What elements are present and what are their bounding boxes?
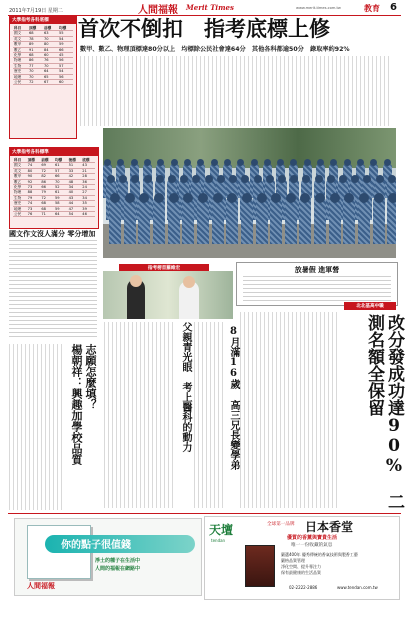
table-cell: 77 <box>28 63 43 68</box>
table-cell: 化學 <box>13 53 28 58</box>
table-cell: 36 <box>81 179 95 184</box>
soldier-head <box>184 159 191 166</box>
ad-right-brand: 天壇 <box>209 523 234 537</box>
soldier-figure <box>314 198 326 244</box>
table-cell: 24 <box>81 185 95 190</box>
table-cell: 28 <box>81 174 95 179</box>
table-cell: 後標 <box>68 158 82 163</box>
mid-left-headline: 父親青光眼 考上醫科的動力 <box>180 322 191 452</box>
table-cell: 72 <box>28 80 43 85</box>
table-cell: 57 <box>58 63 73 68</box>
table-cell: 52 <box>54 185 68 190</box>
soldier-figure <box>270 198 282 244</box>
student-right-face <box>183 276 195 288</box>
table-row <box>13 212 95 217</box>
table-cell: 47 <box>68 206 82 211</box>
soldier-figure <box>241 198 253 244</box>
table-cell: 英文 <box>13 168 27 173</box>
table-cell: 70 <box>54 179 68 184</box>
table-cell: 56 <box>58 74 73 79</box>
page-number: 6 <box>390 2 397 13</box>
table-cell: 40 <box>68 190 82 195</box>
soldier-figure <box>168 198 180 244</box>
table-cell: 80 <box>43 42 58 47</box>
soldier-head <box>374 193 384 203</box>
soldier-head <box>213 193 223 203</box>
table-cell: 化學 <box>13 185 27 190</box>
soldier-figure <box>124 198 136 244</box>
soldier-head <box>254 175 262 183</box>
photo2-label: 指考榜首羅維宏 <box>119 264 209 272</box>
left-bottom-body <box>9 344 65 510</box>
table-cell: 76 <box>43 58 58 63</box>
table-cell: 數甲 <box>13 174 27 179</box>
soldier-head <box>359 193 369 203</box>
table1-box <box>9 15 77 139</box>
table-cell: 54 <box>58 69 73 74</box>
soldier-head <box>131 159 138 166</box>
table-cell: 數乙 <box>13 47 28 52</box>
soldier-head <box>330 193 340 203</box>
soldier-figure <box>373 198 385 244</box>
soldier-head <box>251 159 258 166</box>
photo-soldiers <box>103 156 396 246</box>
right-story-headline: 改分發成功達90% 二測名額全保留 <box>364 314 404 510</box>
table-cell: 33 <box>68 168 82 173</box>
soldier-figure <box>343 198 355 244</box>
soldier-figure <box>226 198 238 244</box>
ad-right-product <box>245 545 275 587</box>
soldier-figure <box>256 198 268 244</box>
soldier-head <box>171 159 178 166</box>
table2 <box>13 158 95 217</box>
soldier-head <box>242 193 252 203</box>
table-cell: 物理 <box>13 58 28 63</box>
table-cell: 國文 <box>13 31 28 36</box>
student-photo <box>103 271 233 319</box>
ads-rule <box>8 513 401 514</box>
student-left-face <box>130 275 142 287</box>
table-cell: 68 <box>28 31 43 36</box>
table-cell: 43 <box>68 195 82 200</box>
table-cell: 72 <box>40 168 54 173</box>
table-cell: 70 <box>28 74 43 79</box>
table-cell: 70 <box>43 36 58 41</box>
ad-right-bullet-2: 嚴格品質管理 <box>281 558 305 563</box>
table-cell: 數乙 <box>13 179 27 184</box>
table-cell: 66 <box>40 185 54 190</box>
table-cell: 科目 <box>13 158 27 163</box>
site-url: www.merit-times.com.tw <box>296 6 341 10</box>
table-row <box>13 80 73 85</box>
left-story-body <box>9 240 97 340</box>
soldier-head <box>144 159 151 166</box>
table-cell: 89 <box>28 42 43 47</box>
table-cell: 66 <box>54 174 68 179</box>
mid-right-headline: 8月滿16歲 高三兄長變學弟 <box>228 326 239 470</box>
ad-left-line2: 人間的福報在網路中 <box>95 566 141 572</box>
table-cell: 42 <box>68 174 82 179</box>
ad-right-bullet-1: 嚴選400年 優秀傳統的香氣技術與製香工藝 <box>281 552 358 557</box>
table-cell: 44 <box>68 201 82 206</box>
soldier-head <box>154 193 164 203</box>
table-cell: 73 <box>27 206 41 211</box>
table-cell: 91 <box>28 47 43 52</box>
table-cell: 數甲 <box>13 42 28 47</box>
table-cell: 前標 <box>40 158 54 163</box>
table-cell: 86 <box>40 179 54 184</box>
table1-title: 大學指考各科底標 <box>10 16 76 24</box>
table-cell: 74 <box>27 163 41 168</box>
table-cell: 92 <box>27 179 41 184</box>
table-cell: 59 <box>54 206 68 211</box>
soldier-head <box>388 193 396 203</box>
ad-right <box>204 516 400 600</box>
ad-left-line1: 淨土的種子在生活中 <box>95 558 141 564</box>
table-cell: 88 <box>27 190 41 195</box>
table-cell: 86 <box>28 58 43 63</box>
ad-right-bullet-3: 淨化空間、提升專注力 <box>281 564 321 569</box>
table-cell: 公民 <box>13 80 28 85</box>
soldier-figure <box>212 198 224 244</box>
issue-date: 2011年7月19日 星期二 <box>9 8 63 14</box>
table-cell: 69 <box>40 163 54 168</box>
table-cell: 59 <box>58 42 73 47</box>
table-cell: 底標 <box>81 158 95 163</box>
sub-headline: 數甲、數乙、物理頂標達80分以上 均標除公民社會達64分 其他各科都逾50分 錄取率約92% <box>80 46 350 53</box>
ad-left-brand: 人間福報 <box>27 581 55 590</box>
masthead-en: Merit Times <box>186 3 234 12</box>
ad-right-name: 日本香堂 <box>305 520 354 534</box>
table-cell: 均標 <box>58 26 73 31</box>
table-cell: 60 <box>58 80 73 85</box>
soldier-figure <box>182 198 194 244</box>
table-cell: 82 <box>40 174 54 179</box>
table-cell: 35 <box>81 201 95 206</box>
table-cell: 物理 <box>13 190 27 195</box>
table-cell: 67 <box>43 80 58 85</box>
table-cell: 76 <box>27 212 41 217</box>
ad-right-line2: 唯一一份收藏的氣息 <box>291 543 333 548</box>
ad-right-phone: 02-2222-2886 <box>289 585 318 590</box>
table-cell: 56 <box>58 58 73 63</box>
soldier-figure <box>329 198 341 244</box>
ad-right-line1: 優質的香薰與寶貴生活 <box>287 535 338 541</box>
soldier-figure <box>299 198 311 244</box>
soldier-figure <box>285 198 297 244</box>
table-cell: 頂標 <box>28 26 43 31</box>
soldier-head <box>205 175 213 183</box>
table-cell: 頂標 <box>27 158 41 163</box>
soldier-head <box>257 193 267 203</box>
soldier-head <box>304 159 311 166</box>
table-cell: 英文 <box>13 36 28 41</box>
photo-caption-box <box>236 262 398 306</box>
table2-box <box>9 147 99 229</box>
soldier-head <box>104 159 111 166</box>
table-cell: 78 <box>28 36 43 41</box>
table-cell: 55 <box>58 31 73 36</box>
table-cell: 90 <box>27 174 41 179</box>
table-cell: 80 <box>27 168 41 173</box>
table-cell: 生物 <box>13 195 27 200</box>
ad-left <box>14 518 202 596</box>
table1 <box>13 26 73 85</box>
table2-title: 大學指考各科標準 <box>10 148 98 156</box>
mid-left-body <box>104 322 174 508</box>
table-cell: 科目 <box>13 26 28 31</box>
table-cell: 63 <box>43 31 58 36</box>
section-label: 教育 <box>364 4 380 13</box>
table-cell: 51 <box>68 163 82 168</box>
soldier-head <box>278 175 286 183</box>
ad-right-brand-en: tendan <box>211 538 226 543</box>
table-cell: 65 <box>43 74 58 79</box>
table-cell: 54 <box>58 36 73 41</box>
table-cell: 前標 <box>43 26 58 31</box>
table-cell: 64 <box>43 69 58 74</box>
soldier-head <box>211 159 218 166</box>
table-cell: 72 <box>40 195 54 200</box>
soldier-head <box>156 175 164 183</box>
soldier-head <box>384 159 391 166</box>
soldier-head <box>224 159 231 166</box>
soldier-head <box>357 159 364 166</box>
table-cell: 58 <box>54 201 68 206</box>
soldier-head <box>388 175 396 183</box>
soldier-head <box>110 193 120 203</box>
table-cell: 34 <box>68 185 82 190</box>
vertical-headline-2: 楊朝祥：興趣加學校品質 <box>70 344 83 465</box>
masthead-logo <box>138 2 182 14</box>
photo-caption-body <box>243 276 391 302</box>
table-cell: 68 <box>28 53 43 58</box>
right-story-label: 北北基高中職 <box>344 302 396 310</box>
table-cell: 43 <box>81 163 95 168</box>
masthead-text: 人間福報 <box>138 4 178 16</box>
photo-caption-title: 放暑假 進軍營 <box>294 266 340 274</box>
table-cell: 生物 <box>13 63 28 68</box>
table-cell: 70 <box>43 63 58 68</box>
table-cell: 74 <box>27 201 41 206</box>
table-cell: 57 <box>54 168 68 173</box>
table-cell: 27 <box>81 190 95 195</box>
soldier-head <box>327 175 335 183</box>
soldier-head <box>144 175 152 183</box>
table-cell: 71 <box>40 212 54 217</box>
soldier-head <box>169 193 179 203</box>
soldier-head <box>315 175 323 183</box>
mid-right-body-2 <box>240 312 340 508</box>
soldier-head <box>376 175 384 183</box>
table-cell: 45 <box>58 53 73 58</box>
soldier-head <box>198 193 208 203</box>
ad-left-title: 你的點子很值錢 <box>61 540 131 551</box>
main-headline: 首次不倒扣 指考底標上修 <box>78 16 330 41</box>
table-cell: 59 <box>54 195 68 200</box>
table-cell: 64 <box>54 212 68 217</box>
mid-right-body <box>194 322 224 508</box>
table-cell: 68 <box>40 206 54 211</box>
soldier-head <box>125 193 135 203</box>
main-photo <box>103 128 396 258</box>
table-cell: 70 <box>28 69 43 74</box>
soldier-head <box>344 159 351 166</box>
table-cell: 61 <box>54 163 68 168</box>
soldier-head <box>168 175 176 183</box>
table-cell: 地理 <box>13 206 27 211</box>
soldier-figure <box>197 198 209 244</box>
table-cell: 39 <box>81 206 95 211</box>
table-cell: 54 <box>68 212 82 217</box>
table-cell: 79 <box>27 195 41 200</box>
soldier-head <box>339 175 347 183</box>
table-cell: 66 <box>58 47 73 52</box>
soldier-figure <box>153 198 165 244</box>
soldier-head <box>266 175 274 183</box>
table-cell: 歷史 <box>13 69 28 74</box>
table-cell: 68 <box>40 201 54 206</box>
ad-right-slogan: 全球第一品牌 <box>267 522 295 527</box>
soldier-head <box>107 175 115 183</box>
table-cell: 60 <box>43 53 58 58</box>
soldier-head <box>217 175 225 183</box>
table-cell: 79 <box>40 190 54 195</box>
table-cell: 84 <box>43 47 58 52</box>
soldier-figure <box>138 198 150 244</box>
table-cell: 地理 <box>13 74 28 79</box>
soldier-figure <box>358 198 370 244</box>
soldier-figure <box>109 198 121 244</box>
table-cell: 46 <box>81 212 95 217</box>
table-cell: 73 <box>27 185 41 190</box>
table-cell: 21 <box>81 168 95 173</box>
vertical-headline-1: 志願怎麼填？ <box>84 344 97 410</box>
left-story-headline: 國文作文沒人滿分 零分增加 <box>9 230 96 238</box>
table-cell: 61 <box>54 190 68 195</box>
table-cell: 國文 <box>13 163 27 168</box>
ad-right-bullet-4: 保有最健康的生活品質 <box>281 570 321 575</box>
soldier-head <box>286 193 296 203</box>
table-cell: 歷史 <box>13 201 27 206</box>
soldier-figure <box>387 198 396 244</box>
table-cell: 公民 <box>13 212 27 217</box>
table-cell: 48 <box>68 179 82 184</box>
ad-right-web: www.tendan.com.tw <box>337 585 378 590</box>
soldier-head <box>264 159 271 166</box>
table-cell: 34 <box>81 195 95 200</box>
table-cell: 均標 <box>54 158 68 163</box>
top-body-text <box>80 56 392 126</box>
